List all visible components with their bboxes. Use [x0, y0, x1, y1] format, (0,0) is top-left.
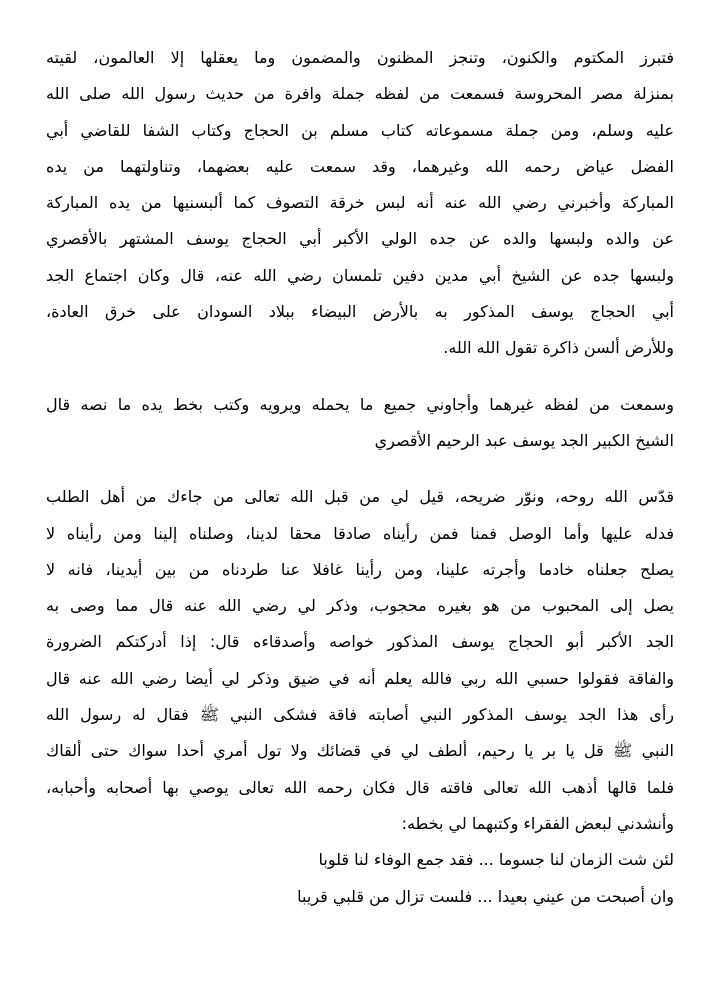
paragraph [46, 479, 674, 915]
text-line: الشيخ الكبير الجد يوسف عبد الرحيم الأقصري [374, 430, 674, 450]
text-line: قدّس الله روحه، ونوّر ضريحه، قيل لي من قبل الله تعالى من جاءك من أهل الطلب [46, 487, 674, 507]
text-line: فلما قالها أذهب الله تعالى فاقته قال فكان رحمه الله تعالى يوصي بها أصحابه وأحبابه، [46, 777, 674, 797]
text-line: رأى هذا الجد يوسف المذكور النبي أصابته فاقة فشكى النبي ﷺ فقال له رسول الله [46, 705, 674, 725]
text-line: يصلح جعلناه خادما وأجرته علينا، ومن رأينا غافلا عنا طردناه من بين أيدينا، فانه لا [46, 559, 674, 579]
text-line: لئن شت الزمان لنا جسوما ... فقد جمع الوفاء لنا قلوبا [318, 850, 674, 870]
text-line: المباركة وأخبرني رضي الله عنه أنه لبس خرقة التصوف كما ألبسنيها من يده المباركة [46, 193, 674, 213]
text-line: عن والده ولبسها والده عن جده الولي الأكبر أبي الحجاج يوسف المشتهر بالأقصري [46, 229, 674, 249]
text-line: وسمعت من لفظه غيرهما وأجاوني جميع ما يحمله ويرويه وكتب بخط يده ما نصه قال [46, 394, 674, 414]
text-line: فتبرز المكتوم والكنون، وتنجز المظنون والمضمون وما يعقلها إلا العالمون، لقيته [46, 48, 674, 67]
paragraph-gap [46, 367, 674, 387]
text-line: وللأرض ألسن ذاكرة تقول الله الله. [443, 338, 674, 358]
text-line: الجد الأكبر أبو الحجاج يوسف المذكور خواصه وأصدقاءه قال: إذا أدركتكم الضرورة [46, 632, 674, 652]
text-line: الفضل عياض رحمه الله وغيرهما، وقد سمعت عليه بعضهما، وتناولتهما من يده [46, 156, 674, 176]
paragraph-gap [46, 459, 674, 479]
text-line: أبي الحجاج يوسف المذكور به بالأرض البيضاء ببلاد السودان على خرق العادة، [46, 302, 674, 322]
text-line: فدله عليها وأما الوصل فمنا فمن رأيناه صادقا محقا لدينا، وصلناه إلينا ومن رأيناه لا [46, 523, 674, 543]
text-line: يصل إلى المحبوب من هو بغيره محجوب، وذكر لي رضي الله عنه قال مما وصى به [46, 596, 674, 616]
paragraph [46, 40, 674, 367]
text-line: بمنزلة مصر المحروسة فسمعت من لفظه جملة وافرة من حديث رسول الله صلى الله [46, 84, 674, 104]
text-line: وان أصبحت من عيني بعيدا ... فلست تزال من قلبي قريبا [297, 886, 674, 906]
document-body [46, 40, 674, 915]
paragraph [46, 387, 674, 460]
text-line: عليه وسلم، ومن جملة مسموعاته كتاب مسلم بن الحجاج وكتاب الشفا للقاضي أبي [46, 120, 674, 140]
text-line: والفاقة فقولوا حسبي الله ربي فالله يعلم أنه في ضيق وذكر لي أيضا رضي الله عنه قال [46, 668, 674, 688]
text-line: النبي ﷺ قل يا بر يا رحيم، ألطف لي في قضائك ولا تول أمري أحدا سواك حتى ألقاك [46, 741, 674, 761]
text-line: ولبسها جده عن الشيخ أبي مدين دفين تلمسان رضي الله عنه، قال وكان اجتماع الجد [46, 265, 674, 285]
text-line: وأنشدني لبعض الفقراء وكتبهما لي بخطه: [401, 813, 674, 833]
